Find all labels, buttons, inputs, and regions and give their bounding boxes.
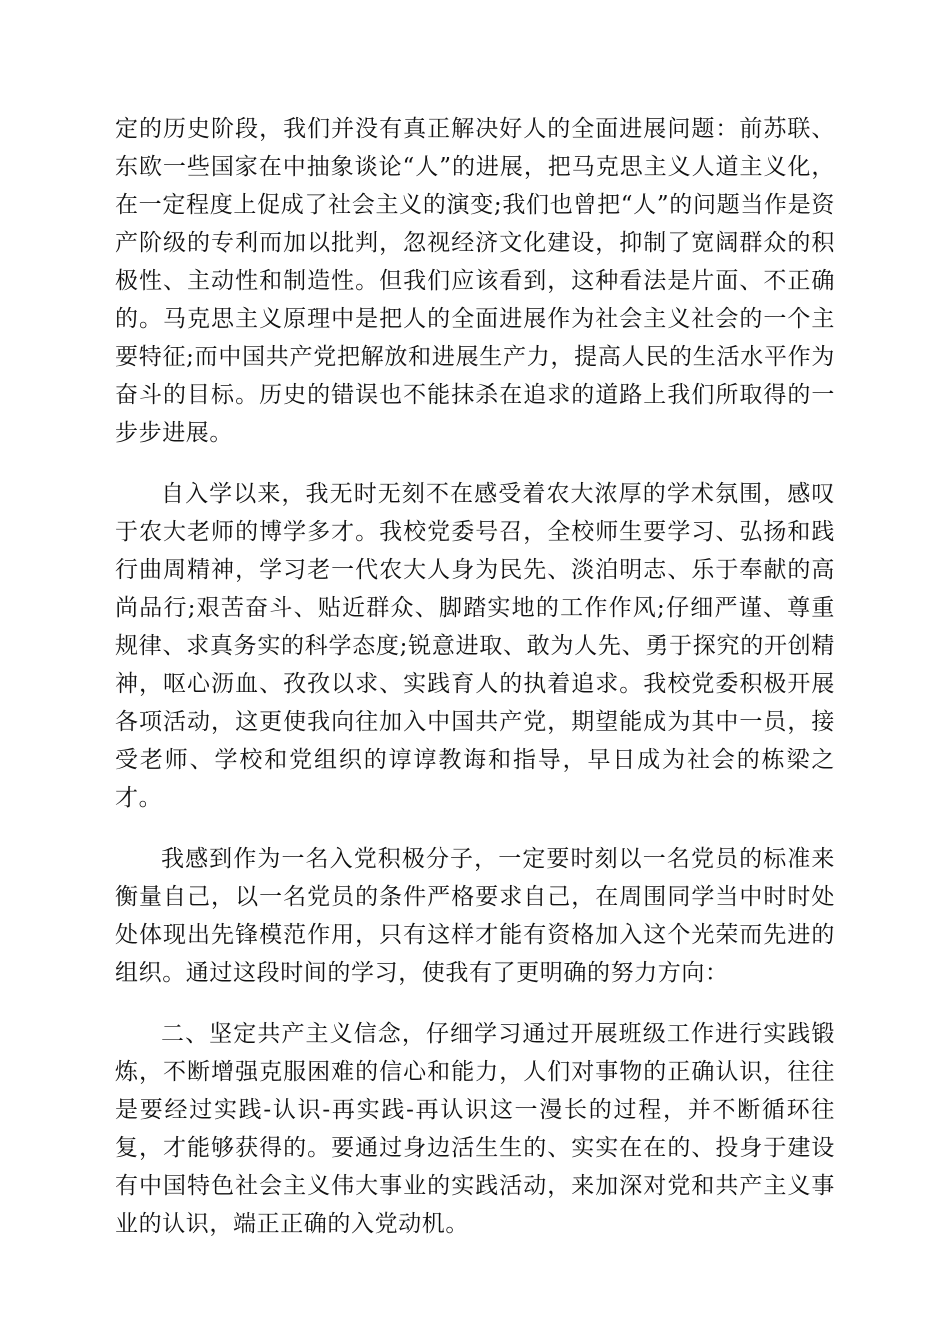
paragraph-1: 定的历史阶段，我们并没有真正解决好人的全面进展问题：前苏联、东欧一些国家在中抽象谈论“人”的进展，把马克思主义人道主义化，在一定程度上促成了社会主义的演变;我们也曾把“人”的问题当作是资产阶级的专利而加以批判，忽视经济文化建设，抑制了宽阔群众的积极性、主动性和制造性。但我们应该看到，这种看法是片面、不正确的。马克思主义原理中是把人的全面进展作为社会主义社会的一个主要特征;而中国共产党把解放和进展生产力，提高人民的生活水平作为奋斗的目标。历史的错误也不能抹杀在追求的道路上我们所取得的一步步进展。 (115, 116, 835, 446)
paragraph-3: 我感到作为一名入党积极分子，一定要时刻以一名党员的标准来衡量自己，以一名党员的条件严格要求自己，在周围同学当中时时处处体现出先锋模范作用，只有这样才能有资格加入这个光荣而先进的组织。通过这段时间的学习，使我有了更明确的努力方向： (115, 846, 835, 986)
paragraph-2: 自入学以来，我无时无刻不在感受着农大浓厚的学术氛围，感叹于农大老师的博学多才。我校党委号召，全校师生要学习、弘扬和践行曲周精神，学习老一代农大人身为民先、淡泊明志、乐于奉献的高尚品行;艰苦奋斗、贴近群众、脚踏实地的工作作风;仔细严谨、尊重规律、求真务实的科学态度;锐意进取、敢为人先、勇于探究的开创精神，呕心沥血、孜孜以求、实践育人的执着追求。我校党委积极开展各项活动，这更使我向往加入中国共产党，期望能成为其中一员，接受老师、学校和党组织的谆谆教诲和指导，早日成为社会的栋梁之才。 (115, 481, 835, 811)
document-body (115, 110, 835, 1266)
paragraph-4: 二、坚定共产主义信念，仔细学习通过开展班级工作进行实践锻炼，不断增强克服困难的信心和能力，人们对事物的正确认识，往往是要经过实践-认识-再实践-再认识这一漫长的过程，并不断循环往复，才能够获得的。要通过身边活生生的、实实在在的、投身于建设有中国特色社会主义伟大事业的实践活动，来加深对党和共产主义事业的认识，端正正确的入党动机。 (115, 1021, 835, 1237)
